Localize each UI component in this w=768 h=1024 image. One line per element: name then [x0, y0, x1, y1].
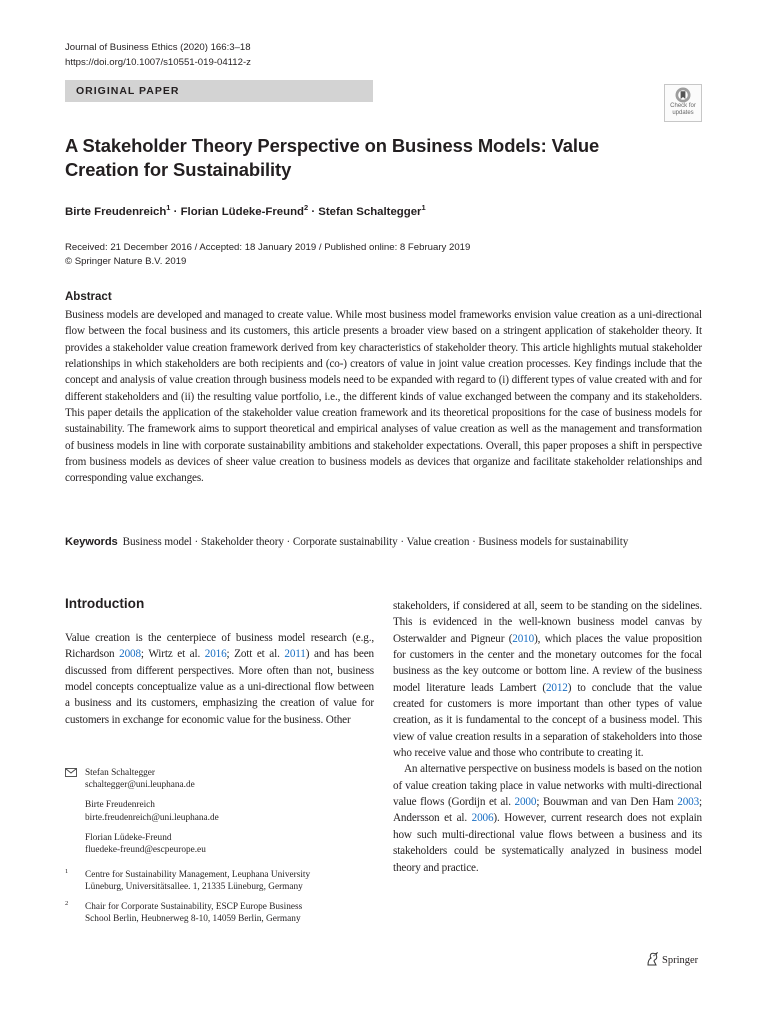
intro-paragraph-2: An alternative perspective on business models is based on the notion of value creation taking place in value networks with multi-directional value flows (Gordijn et al. 2000; Bouwman and van Den Ham 2003; Andersson et al. 2006). However, current research does not explain how such multi-directional value flows between a business and its stakeholders could be systematically analyzed in business model theory and practice. [393, 763, 702, 874]
intro-paragraph-1: stakeholders, if considered at all, seem to be standing on the sidelines. This is evidenced in the well-known business model canvas by Osterwalder and Pigneur (2010), which places the value proposition for customers in the center and the monetary outcomes for the focal business as the key outcome or bottom line. A review of the business model literature leads Lambert (2012) to conclude that the value created for customers is more important than other types of value creation, as it is fundamental to the concept of a business model. This view of value creation results in a separation of stakeholders into those who receive value and those who contribute to creating it. [393, 600, 702, 760]
author-separator: · [308, 205, 319, 218]
citation-link[interactable]: 2006 [471, 812, 494, 825]
correspondence-name: Stefan Schaltegger [85, 768, 155, 778]
affiliation-line: Lüneburg, Universitätsallee. 1, 21335 Lüneburg, Germany [85, 882, 303, 893]
affiliation [65, 869, 374, 894]
author-affiliation-ref[interactable]: 1 [166, 203, 171, 212]
copyright-line: © Springer Nature B.V. 2019 [65, 255, 187, 267]
springer-logo [646, 952, 698, 966]
affiliation-line: School Berlin, Heubnerweg 8-10, 14059 Berlin, Germany [85, 914, 301, 925]
publisher-name: Springer [662, 955, 699, 966]
author-list [65, 203, 426, 218]
author-name[interactable]: Florian Lüdeke-Freund [180, 205, 304, 218]
intro-left-column: Value creation is the centerpiece of business model research (e.g., Richardson 2008; Wirtz et al. 2016; Zott et al. 2011) and has been discussed from different perspectives. More often than not, business model concepts conceptualize value as a uni-directional flow between a business and its customers, emphasizing the creation of value for customers in exchange for economic value for the business. Other [65, 632, 375, 726]
citation-link[interactable]: 2003 [677, 796, 700, 809]
author-affiliation-ref[interactable]: 1 [421, 203, 426, 212]
crossmark-line2: updates [672, 109, 694, 116]
journal-citation: Journal of Business Ethics (2020) 166:3–18 [65, 42, 251, 53]
author-name[interactable]: Stefan Schaltegger [318, 205, 422, 218]
keywords-label: Keywords [65, 536, 118, 548]
author-separator: · [170, 205, 181, 218]
correspondence-name: Florian Lüdeke-Freund [85, 832, 172, 843]
correspondence-entry [85, 767, 374, 792]
crossmark-bookmark-icon [675, 87, 691, 103]
paper-type-label: ORIGINAL PAPER [65, 80, 373, 102]
correspondence-entry [85, 799, 374, 824]
affiliations-block [65, 869, 374, 933]
citation-link[interactable]: 2012 [545, 681, 568, 694]
author-affiliation-ref[interactable]: 2 [303, 203, 309, 212]
journal-header [65, 40, 251, 70]
affiliation-number: 2 [65, 899, 69, 907]
springer-horse-icon [646, 952, 659, 966]
keywords-text: Business model · Stakeholder theory · Corporate sustainability · Value creation · Business models for sustainability [122, 536, 629, 548]
envelope-icon [65, 768, 77, 777]
correspondence-email[interactable]: schaltegger@uni.leuphana.de [85, 780, 195, 791]
correspondence-block [65, 767, 374, 864]
check-for-updates-button[interactable] [664, 84, 702, 122]
crossmark-line1: Check for [670, 103, 696, 109]
citation-link[interactable]: 2010 [512, 632, 535, 645]
correspondence-entry [85, 832, 374, 857]
citation-link[interactable]: 2000 [514, 796, 537, 809]
journal-doi[interactable]: https://doi.org/10.1007/s10551-019-04112-z [65, 57, 251, 68]
citation-link[interactable]: 2008 [119, 648, 141, 661]
correspondence-email[interactable]: fluedeke-freund@escpeurope.eu [85, 845, 206, 856]
affiliation-number: 1 [65, 868, 69, 875]
introduction-heading: Introduction [65, 596, 145, 611]
article-title: A Stakeholder Theory Perspective on Business Models: Value Creation for Sustainability [65, 135, 600, 180]
abstract-text: Business models are developed and managed to create value. While most business model frameworks envision value creation as a uni-directional flow between the focal business and its customers, this article presents a broader view based on a stringent application of stakeholder theory. It provides a stakeholder value creation framework derived from key characteristics of stakeholder theory. This article highlights mutual stakeholder relationships in which stakeholders are both recipients and (co-) creators of value in joint value creation processes. Key findings include that the concept and analysis of value creation through business models need to be expanded with regard to (i) different types of value created with and for different stakeholders and (ii) the resulting value portfolio, i.e., the different kinds of value exchanged between the company and its stakeholders. This paper details the application of the stakeholder value creation framework and its theoretical propositions for the case of business models for sustainability. The framework aims to support theoretical and empirical analyses of value creation as well as the management and transformation of business models in line with corporate sustainability ambitions and stakeholder expectations. Overall, this paper proposes a shift in perspective from business models as devices of sheer value creation to business models as devices that organize and facilitate stakeholder relationships and corresponding value exchanges. [65, 309, 702, 485]
affiliation-line: Chair for Corporate Sustainability, ESCP Europe Business [85, 901, 303, 912]
citation-link[interactable]: 2011 [284, 648, 306, 661]
correspondence-name: Birte Freudenreich [85, 800, 155, 811]
citation-link[interactable]: 2016 [204, 648, 227, 661]
abstract-heading: Abstract [65, 291, 112, 303]
keywords [65, 534, 702, 550]
publication-dates [65, 241, 470, 268]
history-dates: Received: 21 December 2016 / Accepted: 18 January 2019 / Published online: 8 February 2019 [65, 242, 471, 253]
affiliation-line: Centre for Sustainability Management, Leuphana University [85, 870, 311, 880]
intro-right-column [393, 598, 702, 876]
author-name[interactable]: Birte Freudenreich [65, 205, 167, 218]
correspondence-email[interactable]: birte.freudenreich@uni.leuphana.de [85, 812, 219, 823]
affiliation [65, 901, 374, 926]
